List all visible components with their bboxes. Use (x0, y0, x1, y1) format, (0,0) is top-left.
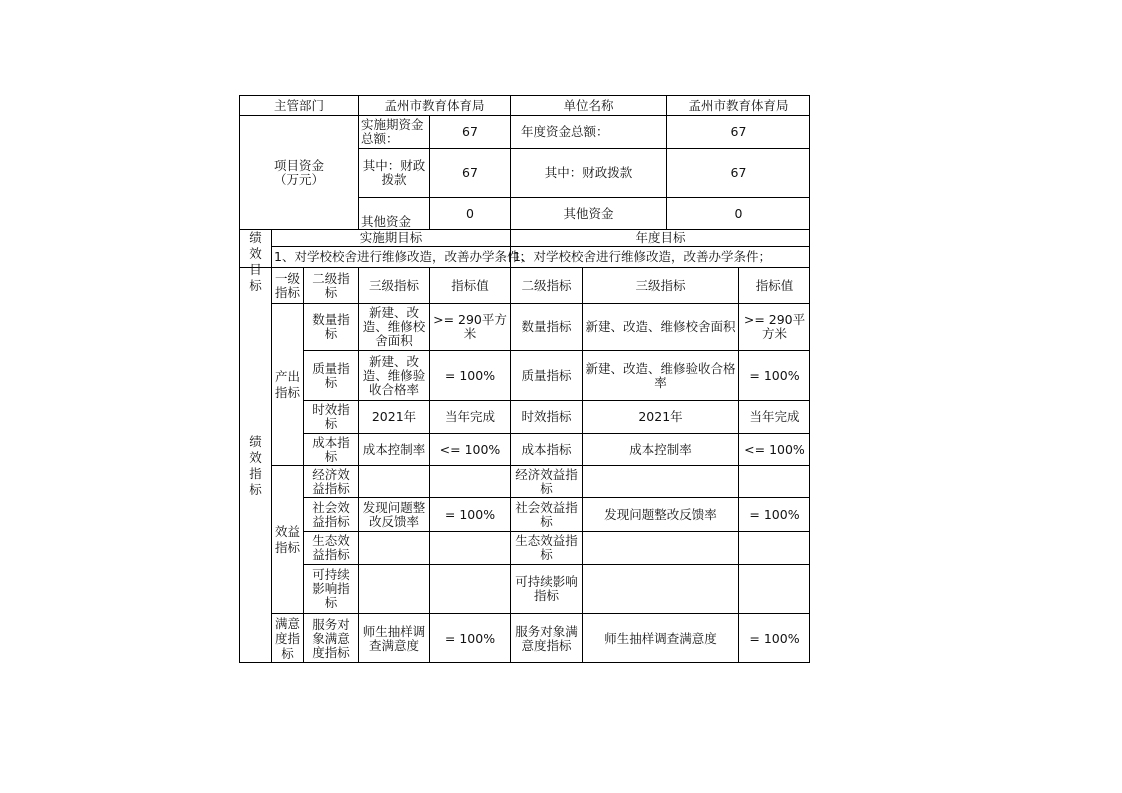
row-right-level3: 师生抽样调查满意度 (583, 614, 739, 663)
row-right-level3 (583, 532, 739, 565)
row-right-value: <= 100% (739, 434, 810, 466)
funds-label: 项目资金 （万元） (240, 116, 359, 230)
row-left-level2: 社会效益指标 (304, 498, 359, 532)
row-right-level3 (583, 565, 739, 614)
year-goal-text: 1、对学校校舍进行维修改造，改善办学条件； (511, 247, 810, 268)
impl-goal-header: 实施期目标 (272, 230, 511, 247)
impl-fiscal-label: 其中：财政拨款 (359, 149, 430, 198)
row-left-level3: 2021年 (359, 401, 430, 434)
row-right-value (739, 466, 810, 498)
col-level2-right: 二级指标 (511, 268, 583, 304)
row-left-value: <= 100% (430, 434, 511, 466)
row-right-level2: 服务对象满意度指标 (511, 614, 583, 663)
impl-total-label: 实施期资金总额： (359, 116, 430, 149)
row-right-level2: 时效指标 (511, 401, 583, 434)
col-value-left: 指标值 (430, 268, 511, 304)
row-left-value (430, 466, 511, 498)
dept-value: 孟州市教育体育局 (359, 96, 511, 116)
row-right-level3: 2021年 (583, 401, 739, 434)
row-left-value (430, 565, 511, 614)
row-left-level3: 成本控制率 (359, 434, 430, 466)
row-left-level2: 成本指标 (304, 434, 359, 466)
row-left-level2: 生态效益指标 (304, 532, 359, 565)
row-left-level3 (359, 565, 430, 614)
year-other-value: 0 (667, 198, 810, 230)
row-left-value (430, 532, 511, 565)
row-right-level2: 经济效益指标 (511, 466, 583, 498)
row-right-value: = 100% (739, 351, 810, 401)
col-level3-right: 三级指标 (583, 268, 739, 304)
row-right-level3: 成本控制率 (583, 434, 739, 466)
unit-label: 单位名称 (511, 96, 667, 116)
impl-fiscal-value: 67 (430, 149, 511, 198)
row-right-level3: 发现问题整改反馈率 (583, 498, 739, 532)
row-left-value: = 100% (430, 498, 511, 532)
col-level2-left: 二级指标 (304, 268, 359, 304)
row-right-level3 (583, 466, 739, 498)
row-left-value: >= 290平方米 (430, 304, 511, 351)
year-total-label: 年度资金总额： (511, 116, 667, 149)
row-left-level2: 数量指标 (304, 304, 359, 351)
year-other-label: 其他资金 (511, 198, 667, 230)
benefit-indicator-label: 效益指标 (272, 466, 304, 614)
row-left-level3: 发现问题整改反馈率 (359, 498, 430, 532)
row-left-level3: 师生抽样调查满意度 (359, 614, 430, 663)
row-right-value: = 100% (739, 498, 810, 532)
impl-other-value: 0 (430, 198, 511, 230)
row-right-value: >= 290平方米 (739, 304, 810, 351)
row-left-level2: 服务对象满意度指标 (304, 614, 359, 663)
row-left-level2: 质量指标 (304, 351, 359, 401)
row-right-level2: 可持续影响指标 (511, 565, 583, 614)
year-fiscal-value: 67 (667, 149, 810, 198)
row-right-level3: 新建、改造、维修验收合格率 (583, 351, 739, 401)
row-left-level3 (359, 466, 430, 498)
indicators-section-label: 绩效指标 (240, 268, 272, 663)
satisfaction-indicator-label: 满意度指标 (272, 614, 304, 663)
row-right-level2: 生态效益指标 (511, 532, 583, 565)
row-left-value: 当年完成 (430, 401, 511, 434)
col-level3-left: 三级指标 (359, 268, 430, 304)
col-level1: 一级指标 (272, 268, 304, 304)
row-right-level2: 成本指标 (511, 434, 583, 466)
row-right-value: = 100% (749, 630, 800, 646)
performance-table (239, 95, 810, 663)
row-left-level2: 可持续影响指标 (304, 565, 359, 614)
unit-value: 孟州市教育体育局 (667, 96, 810, 116)
row-right-level2: 数量指标 (511, 304, 583, 351)
impl-goal-text: 1、对学校校舍进行维修改造，改善办学条件； (272, 247, 511, 268)
row-left-value: = 100% (430, 351, 511, 401)
year-goal-header: 年度目标 (511, 230, 810, 247)
row-right-level3: 新建、改造、维修校舍面积 (583, 304, 739, 351)
row-right-value (739, 565, 810, 614)
year-total-value: 67 (667, 116, 810, 149)
row-left-level2: 时效指标 (304, 401, 359, 434)
row-right-value (739, 532, 810, 565)
goals-section-label: 绩效目标 (240, 230, 272, 268)
row-left-level3: 新建、改造、维修验收合格率 (359, 351, 430, 401)
impl-total-value: 67 (430, 116, 511, 149)
impl-other-label: 其他资金 (359, 198, 430, 230)
row-left-value: = 100% (430, 614, 511, 663)
row-left-level3: 新建、改造、维修校舍面积 (359, 304, 430, 351)
row-right-level2: 质量指标 (511, 351, 583, 401)
year-fiscal-label: 其中：财政拨款 (511, 149, 667, 198)
row-right-level2: 社会效益指标 (511, 498, 583, 532)
row-left-level3 (359, 532, 430, 565)
row-right-value: 当年完成 (739, 401, 810, 434)
col-value-right: 指标值 (739, 268, 810, 304)
dept-label: 主管部门 (240, 96, 359, 116)
output-indicator-label: 产出指标 (272, 304, 304, 466)
row-left-level2: 经济效益指标 (304, 466, 359, 498)
